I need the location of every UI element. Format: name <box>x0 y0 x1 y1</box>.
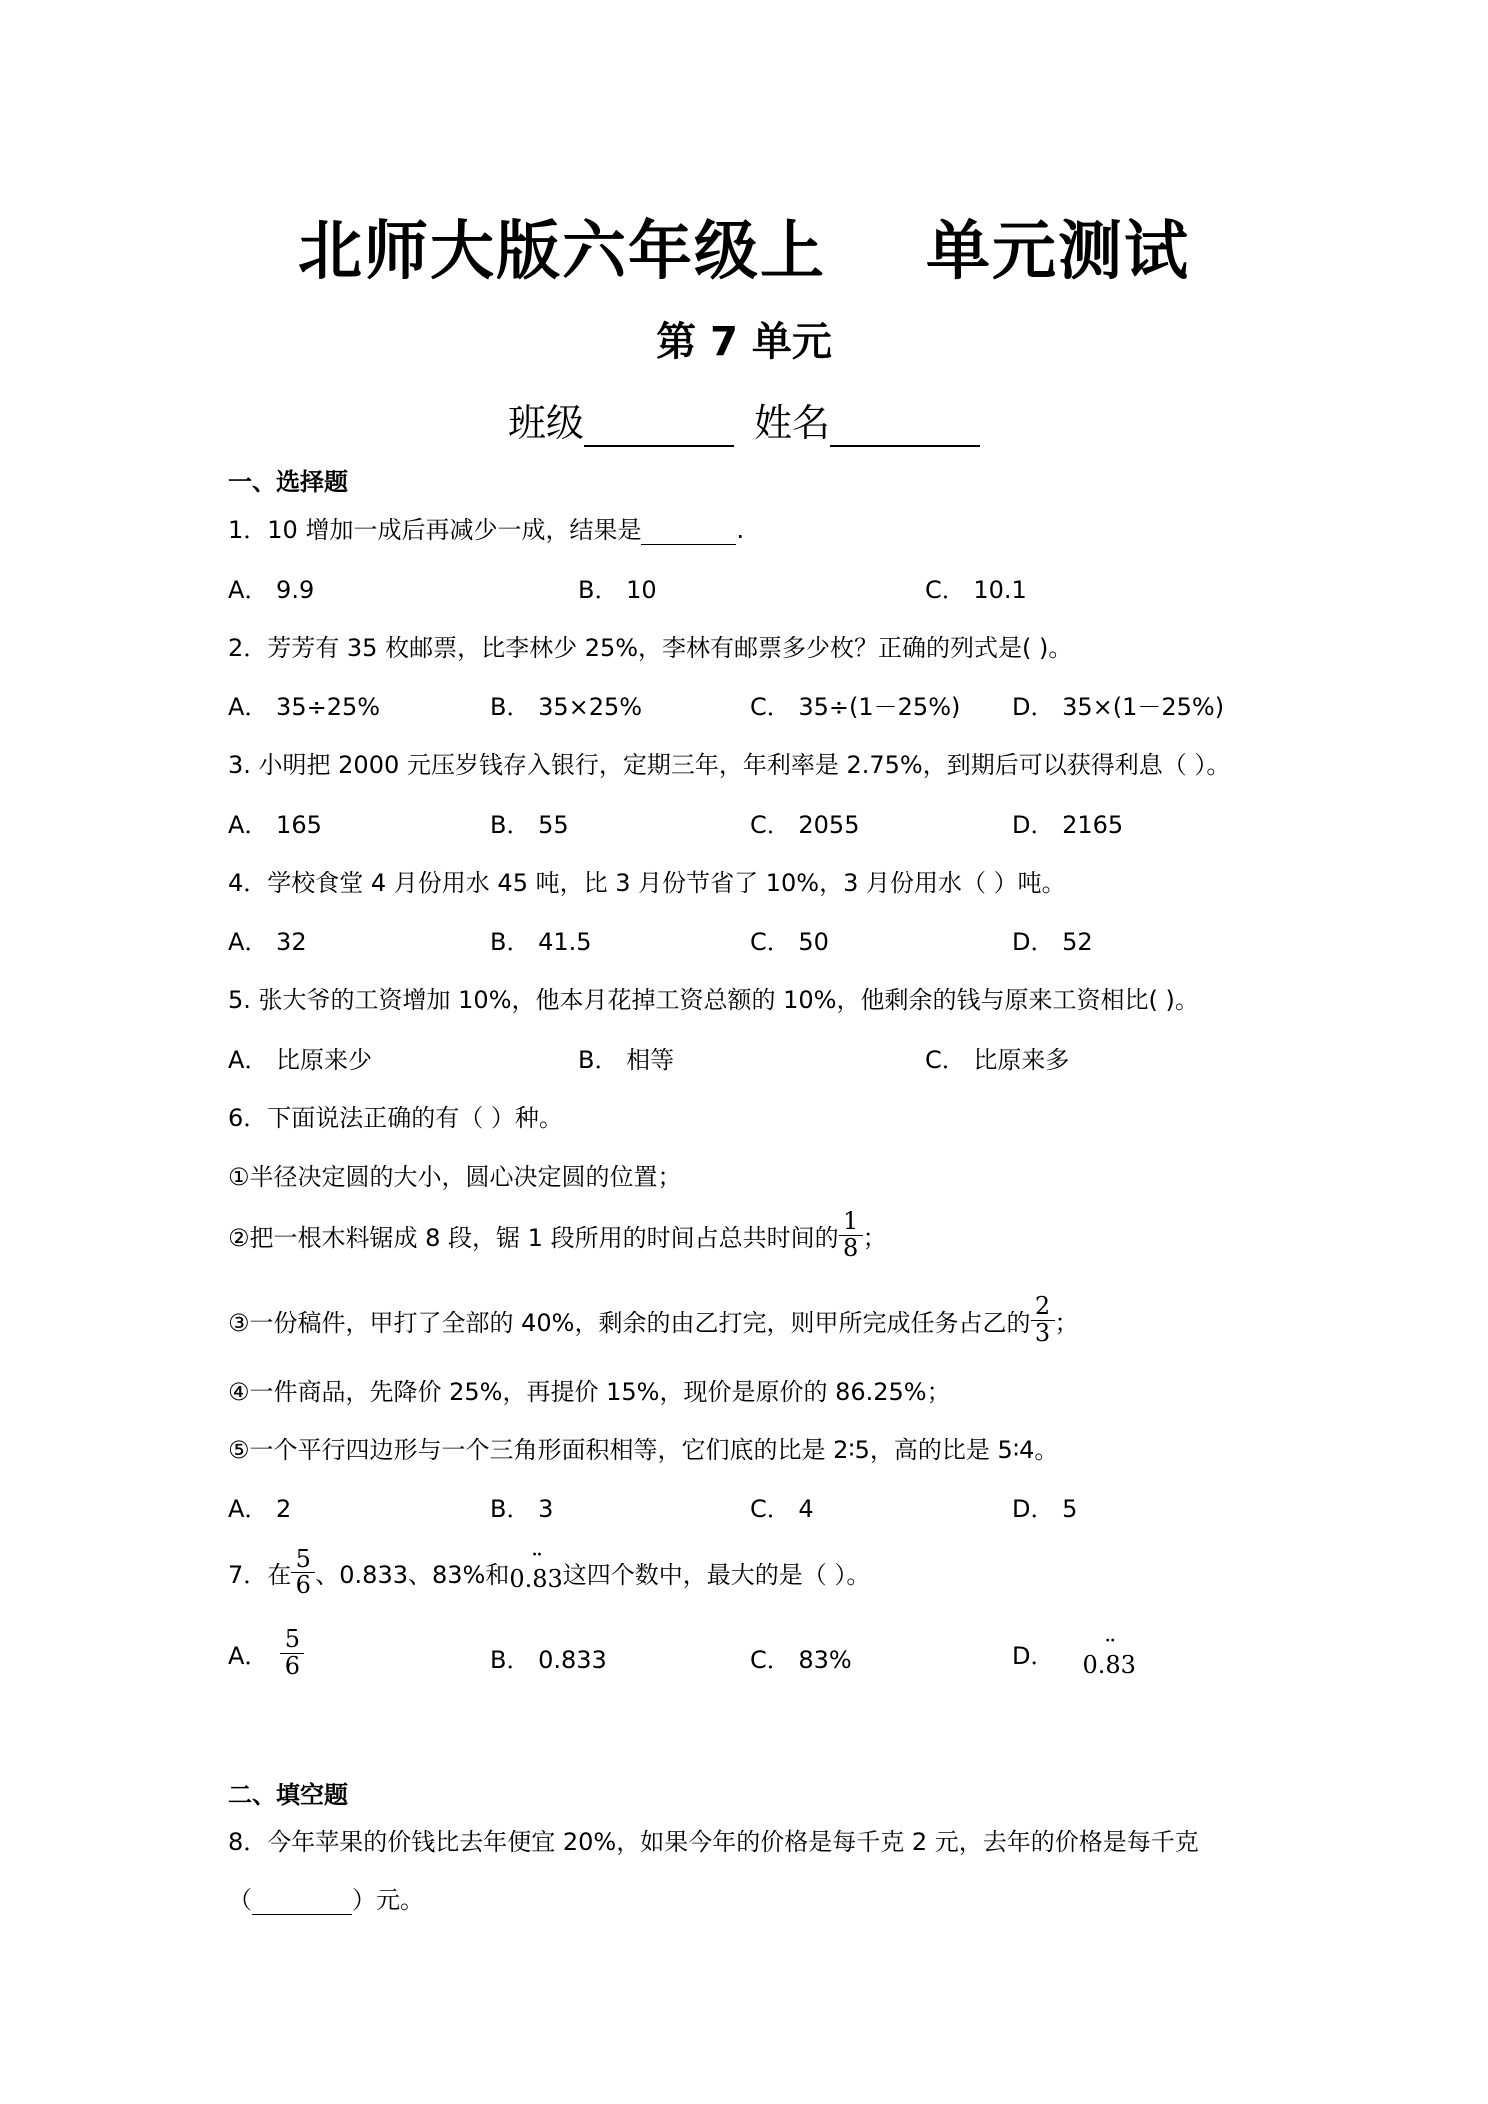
student-info-line: 班级 姓名 <box>0 392 1488 447</box>
option[interactable]: B． 41.5 <box>490 928 592 956</box>
question-6: 6．下面说法正确的有（ ）种。 <box>228 1104 563 1132</box>
question-8-answer-line: （ ）元。 <box>228 1886 424 1914</box>
option[interactable]: A． 9.9 <box>228 576 315 604</box>
option[interactable]: C． 比原来多 <box>925 1046 1070 1074</box>
option[interactable]: C． 10.1 <box>925 576 1027 604</box>
section-fill: 二、填空题 <box>228 1781 348 1809</box>
option[interactable]: B． 55 <box>490 811 569 839</box>
option[interactable]: C． 83% <box>750 1646 852 1674</box>
answer-blank[interactable] <box>252 1892 352 1915</box>
statement-5: ⑤一个平行四边形与一个三角形面积相等，它们底的比是 2∶5，高的比是 5∶4。 <box>228 1436 1059 1464</box>
fraction-2-3: $\frac{2}{3}$ <box>1033 1294 1053 1345</box>
question-2: 2．芳芳有 35 枚邮票，比李林少 25%，李林有邮票多少枚？正确的列式是( )。 <box>228 634 1073 662</box>
option[interactable]: B． 0.833 <box>490 1646 607 1674</box>
section-choice: 一、选择题 <box>228 468 348 496</box>
option[interactable]: C． 35÷(1－25%) <box>750 693 961 721</box>
option[interactable]: A． 2 <box>228 1495 292 1523</box>
option[interactable]: A． 35÷25% <box>228 693 381 721</box>
repeating-decimal: ·· 0.83 <box>509 1542 563 1593</box>
fraction-1-8: $\frac{1}{8}$ <box>841 1209 861 1260</box>
statement-1: ①半径决定圆的大小，圆心决定圆的位置； <box>228 1163 682 1191</box>
statement-2: ②把一根木料锯成 8 段，锯 1 段所用的时间占总共时间的 $\frac{1}{8}$ ； <box>228 1207 887 1262</box>
option[interactable]: C． 2055 <box>750 811 860 839</box>
question-3: 3. 小明把 2000 元压岁钱存入银行，定期三年，年利率是 2.75%，到期后可以获得利息（ ）。 <box>228 751 1231 779</box>
class-blank[interactable] <box>584 409 734 447</box>
option-a[interactable]: A． $\frac{5}{6}$ <box>228 1618 304 1688</box>
statement-4: ④一件商品，先降价 25%，再提价 15%，现价是原价的 86.25%； <box>228 1378 951 1406</box>
option[interactable]: B． 相等 <box>578 1046 675 1074</box>
repeating-decimal: ·· 0.83 <box>1082 1629 1136 1679</box>
option[interactable]: B． 3 <box>490 1495 554 1523</box>
option[interactable]: A． 比原来少 <box>228 1046 373 1074</box>
option[interactable]: D． 2165 <box>1012 811 1124 839</box>
option[interactable]: D． 5 <box>1012 1495 1078 1523</box>
question-1: 1．10 增加一成后再减少一成，结果是 . <box>228 516 745 544</box>
option[interactable]: A． 32 <box>228 928 307 956</box>
name-blank[interactable] <box>830 409 980 447</box>
option[interactable]: C． 50 <box>750 928 829 956</box>
answer-blank[interactable] <box>641 522 736 545</box>
option[interactable]: D． 52 <box>1012 928 1093 956</box>
question-7: 7．在 $\frac{5}{6}$ 、0.833、83%和 ·· 0.83 这四个数中，最大的是（ ）。 <box>228 1542 871 1599</box>
question-4: 4．学校食堂 4 月份用水 45 吨，比 3 月份节省了 10%，3 月份用水（ ）吨。 <box>228 869 1066 897</box>
fraction-5-6: $\frac{5}{6}$ <box>282 1627 302 1678</box>
option[interactable]: C． 4 <box>750 1495 814 1523</box>
fraction-5-6: $\frac{5}{6}$ <box>293 1547 313 1598</box>
statement-3: ③一份稿件，甲打了全部的 40%，剩余的由乙打完，则甲所完成任务占乙的 $\frac{2}{3}$ ； <box>228 1292 1079 1347</box>
question-8: 8．今年苹果的价钱比去年便宜 20%，如果今年的价格是每千克 2 元，去年的价格是每千克 <box>228 1828 1199 1856</box>
option[interactable]: D． 35×(1－25%) <box>1012 693 1225 721</box>
page-title: 北师大版六年级上 单元测试 <box>298 215 1190 289</box>
question-5: 5. 张大爷的工资增加 10%，他本月花掉工资总额的 10%，他剩余的钱与原来工资相比( )。 <box>228 986 1199 1014</box>
option-d[interactable]: D． ·· 0.83 <box>1012 1629 1136 1679</box>
option[interactable]: B． 10 <box>578 576 657 604</box>
option[interactable]: B． 35×25% <box>490 693 643 721</box>
option[interactable]: A． 165 <box>228 811 322 839</box>
unit-subtitle: 第 7 单元 <box>656 319 832 365</box>
